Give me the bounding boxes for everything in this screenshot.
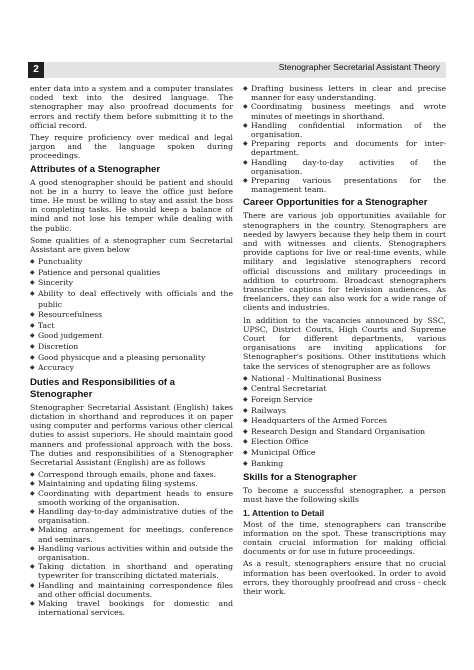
section-heading-skills: Skills for a Stenographer [243, 472, 357, 484]
section-heading-attributes: Attributes of a Stenographer [30, 163, 161, 175]
list-item [30, 353, 233, 364]
list-item-text: Election Office [251, 437, 309, 447]
list-item-text: Drafting business letters in clear and precise manner for easy understanding. [251, 84, 446, 103]
list-item-text: Preparing reports and documents for inter- department. [251, 139, 446, 158]
list-item-text: Discretion [38, 342, 79, 351]
bullet-icon: ◆ [243, 374, 248, 382]
page-number: 2 [28, 62, 44, 78]
bullet-icon: ◆ [243, 177, 248, 185]
list-item-text: Municipal Office [251, 448, 316, 458]
list-item [30, 470, 233, 479]
list-item [30, 479, 233, 488]
bullet-icon: ◆ [30, 563, 35, 571]
intro-paragraph: enter data into a system and a computer translates coded text into the desired language. The stenographer may also proofread documents for errors and rectify them before submitting it to the official record. [30, 84, 233, 130]
list-item [243, 406, 446, 417]
list-item [30, 544, 233, 562]
list-item [243, 384, 446, 395]
bullet-icon: ◆ [30, 489, 35, 497]
list-item [243, 84, 446, 102]
list-item [243, 374, 446, 385]
list-item [30, 489, 233, 507]
list-item [243, 176, 446, 194]
list-item-text: Patience and personal qualities [38, 267, 161, 277]
bullet-icon: ◆ [30, 364, 35, 372]
list-item-text: Correspond through emails, phone and faxes. [38, 470, 217, 480]
subheading-attention-to-detail: 1. Attention to Detail [243, 507, 325, 518]
list-item-text: Punctuality [38, 257, 83, 267]
paragraph: To become a successful stenographer, a person must have the following skills [243, 486, 446, 505]
list-item-text: Foreign Service [251, 395, 313, 405]
paragraph: There are various job opportunities available for stenographers in the country. Stenographers are needed by lawyers because they help them in court and with witnesses and clients. Stenographers provide captions for live or real-time events, while military and legislative stenographers record official discussions and military proceedings in addition to courtroom. Broadcast stenographers transcribe captions for television audiences. As freelancers, they can also work for a wide range of clients and industries. [243, 211, 446, 313]
list-item-text: Good judgement [38, 331, 103, 341]
bullet-icon: ◆ [30, 471, 35, 479]
list-item [30, 331, 233, 342]
list-item [243, 139, 446, 157]
bullet-icon: ◆ [30, 600, 35, 608]
bullet-icon: ◆ [30, 353, 35, 361]
running-header [28, 62, 446, 78]
list-item [243, 158, 446, 176]
bullet-icon: ◆ [30, 480, 35, 488]
bullet-icon: ◆ [30, 279, 35, 287]
qualities-list [30, 257, 233, 374]
bullet-icon: ◆ [243, 459, 248, 467]
bullet-icon: ◆ [243, 438, 248, 446]
paragraph: A good stenographer should be patient and should not be in a hurry to leave the office just before time. He must be willing to stay and assist the boss in completing tasks. He should keep a balance of mind and not lose his temper while dealing with the public. [30, 177, 233, 233]
list-item-text: Good physicque and a pleasing personality [38, 352, 206, 362]
bullet-icon: ◆ [30, 508, 35, 516]
list-item-text: National - Multinational Business [251, 373, 382, 383]
list-item [30, 581, 233, 599]
paragraph: Stenographer Secretarial Assistant (English) takes dictation in shorthand and reproduces it on paper using computer and performs various other clerical duties to assist superiors. He should maintain good manners and professional approach with the boss. The duties and responsibilities of a Stenographer Secretarial Assistant (English) are as follows [30, 402, 233, 467]
list-item-text: Resourcefulness [38, 310, 103, 320]
bullet-icon: ◆ [30, 258, 35, 266]
list-item-text: Central Secretariat [251, 384, 327, 394]
duties-list [30, 470, 233, 617]
list-item [243, 459, 446, 470]
list-item-text: Making travel bookings for domestic and international services. [38, 599, 233, 618]
intro-paragraph: They require proficiency over medical and legal jargon and the language spoken during proceedings. [30, 133, 233, 161]
list-item [243, 448, 446, 459]
list-item-text: Preparing various presentations for the management team. [251, 176, 446, 195]
bullet-icon: ◆ [243, 396, 248, 404]
list-item [30, 342, 233, 353]
list-item-text: Handling and maintaining correspondence files and other official documents. [38, 580, 233, 599]
section-heading-career: Career Opportunities for a Stenographer [243, 197, 428, 209]
running-title: Stenographer Secretarial Assistant Theory [278, 62, 440, 72]
list-item [243, 416, 446, 427]
list-item [30, 599, 233, 617]
bullet-icon: ◆ [243, 406, 248, 414]
list-item-text: Handling day-to-day administrative duties of the organisation. [38, 507, 233, 526]
list-item-text: Ability to deal effectively with officials and the public [38, 289, 233, 309]
bullet-icon: ◆ [30, 311, 35, 319]
paragraph: Most of the time, stenographers can transcribe information on the spot. These transcriptions may contain crucial information for making official documents or for use in future proceedings. [243, 519, 446, 557]
list-item [30, 525, 233, 543]
list-item [243, 121, 446, 139]
list-item [30, 278, 233, 289]
duties-list-continued [243, 84, 446, 194]
bullet-icon: ◆ [30, 343, 35, 350]
right-column [243, 84, 446, 599]
list-item-text: Headquarters of the Armed Forces [251, 416, 387, 426]
list-item-text: Railways [251, 405, 286, 415]
bullet-icon: ◆ [30, 332, 35, 340]
list-item-text: Coordinating with department heads to ensure smooth working of the organisation. [38, 488, 233, 507]
list-item-text: Handling day-to-day activities of the organisation. [251, 157, 446, 176]
list-item-text: Research Design and Standard Organisation [251, 426, 426, 436]
bullet-icon: ◆ [243, 121, 248, 129]
list-item [30, 268, 233, 279]
bullet-icon: ◆ [30, 544, 35, 552]
section-heading-duties: Duties and Responsibilities of a Stenographer [30, 376, 175, 400]
list-item-text: Sincerity [38, 278, 74, 288]
list-item [243, 437, 446, 448]
bullet-icon: ◆ [30, 321, 35, 329]
bullet-icon: ◆ [30, 526, 35, 534]
bullet-icon: ◆ [243, 385, 248, 393]
list-item-text: Taking dictation in shorthand and operating typewriter for transcribing dictated materials. [38, 562, 233, 581]
bullet-icon: ◆ [30, 268, 35, 276]
list-item-text: Handling various activities within and outside the organisation. [38, 543, 233, 563]
left-column [30, 84, 233, 620]
list-item [30, 562, 233, 580]
list-item [30, 321, 233, 332]
list-item-text: Coordinating business meetings and wrote minutes of meetings in shorthand. [251, 102, 446, 121]
list-item [30, 363, 233, 374]
bullet-icon: ◆ [243, 158, 248, 166]
institutions-list [243, 374, 446, 469]
list-item [243, 102, 446, 120]
list-item-text: Maintaining and updating filing systems. [38, 479, 198, 489]
list-item [243, 395, 446, 406]
list-item [243, 427, 446, 438]
list-item [30, 257, 233, 268]
bullet-icon: ◆ [243, 427, 248, 435]
list-item-text: Tact [38, 320, 55, 330]
bullet-icon: ◆ [243, 103, 248, 111]
paragraph: Some qualities of a stenographer cum Secretarial Assistant are given below [30, 235, 233, 255]
list-item-text: Handling confidential information of the organisation. [251, 120, 446, 140]
bullet-icon: ◆ [243, 449, 248, 457]
bullet-icon: ◆ [30, 290, 35, 298]
bullet-icon: ◆ [243, 85, 248, 92]
list-item-text: Accuracy [38, 363, 75, 373]
list-item-text: Banking [251, 458, 284, 468]
bullet-icon: ◆ [243, 417, 248, 425]
list-item [30, 507, 233, 525]
paragraph: As a result, stenographers ensure that no crucial information has been overlooked. In order to avoid errors, they thoroughly proofread and cross - check their work. [243, 559, 446, 597]
list-item-text: Making arrangement for meetings, conference and seminars. [38, 525, 233, 544]
list-item [30, 289, 233, 310]
bullet-icon: ◆ [243, 140, 248, 148]
bullet-icon: ◆ [30, 581, 35, 589]
list-item [30, 310, 233, 321]
paragraph: In addition to the vacancies announced by SSC, UPSC, District Courts, High Courts and Supreme Court for different departments, various organisations are inviting applications for Stenographer's positions. Other institutions which take the services of stenographer are as follows [243, 315, 446, 371]
